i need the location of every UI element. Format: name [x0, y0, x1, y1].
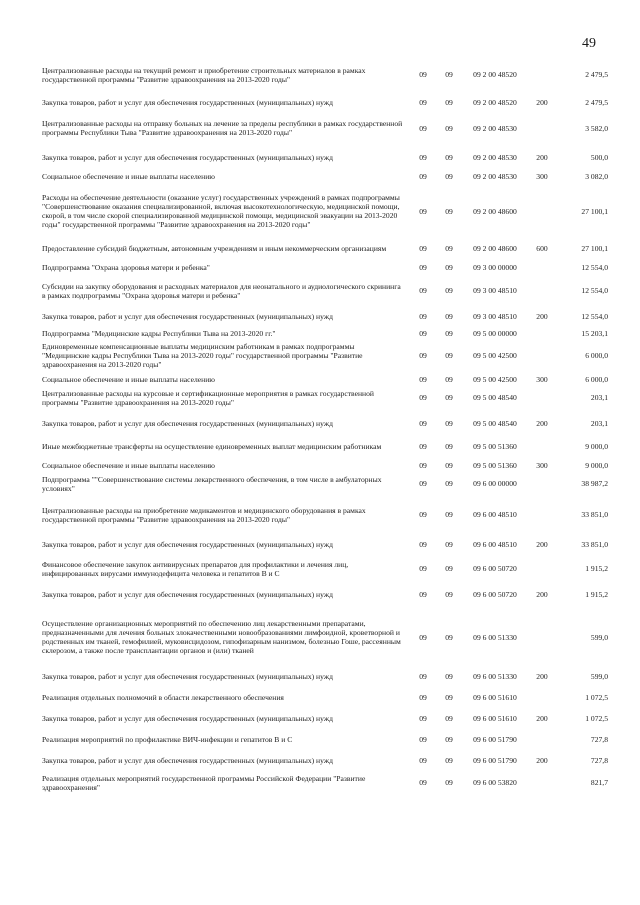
cell-desc: Подпрограмма "Медицинские кадры Республики Тыва на 2013-2020 гг." — [42, 328, 276, 338]
cell-desc: Подпрограмма "Охрана здоровья матери и ребенка" — [42, 262, 210, 272]
cell-desc: Закупка товаров, работ и услуг для обеспечения государственных (муниципальных) нужд — [42, 755, 333, 765]
cell-rz: 09 — [419, 734, 427, 744]
cell-csr: 09 6 00 51330 — [473, 632, 517, 642]
cell-sum: 12 554,0 — [581, 311, 608, 321]
cell-rz: 09 — [419, 442, 427, 451]
cell-sum: 599,0 — [590, 632, 608, 642]
cell-desc: Предоставление субсидий бюджетным, автономным учреждениям и иным некоммерческим организациям — [42, 244, 387, 253]
table-row — [42, 240, 608, 257]
cell-desc: Закупка товаров, работ и услуг для обеспечения государственных (муниципальных) нужд — [42, 539, 333, 549]
cell-csr: 09 6 00 51610 — [473, 692, 517, 702]
cell-desc: Реализация отдельных полномочий в области лекарственного обеспечения — [42, 692, 284, 702]
cell-rz: 09 — [419, 350, 427, 360]
cell-desc: Централизованные расходы на отправку больных на лечение за пределы республики в рамках государственной программы Республики Тыва "Развитие здравоохранения на 2013-2020 годы" — [42, 119, 403, 137]
cell-sum: 2 479,5 — [585, 97, 608, 107]
cell-vr: 200 — [536, 713, 548, 723]
cell-pr: 09 — [445, 393, 453, 402]
cell-pr: 09 — [445, 262, 453, 272]
cell-rz: 09 — [419, 374, 427, 384]
cell-sum: 33 851,0 — [581, 539, 608, 549]
cell-pr: 09 — [445, 244, 453, 253]
cell-rz: 09 — [419, 539, 427, 549]
cell-pr: 09 — [445, 442, 453, 451]
table-row — [42, 774, 608, 791]
cell-pr: 09 — [445, 374, 453, 384]
cell-desc: Иные межбюджетные трансферты на осуществление единовременных выплат медицинским работникам — [42, 442, 382, 451]
cell-pr: 09 — [445, 755, 453, 765]
cell-desc: Реализация мероприятий по профилактике ВИЧ-инфекции и гепатитов В и С — [42, 734, 293, 744]
table-row — [42, 438, 608, 455]
cell-sum: 1 072,5 — [585, 692, 608, 702]
cell-vr: 300 — [536, 460, 548, 470]
cell-pr: 09 — [445, 206, 453, 216]
cell-rz: 09 — [419, 311, 427, 321]
cell-sum: 27 100,1 — [581, 244, 608, 253]
cell-pr: 09 — [445, 328, 453, 338]
table-row — [42, 152, 608, 162]
cell-csr: 09 6 00 51790 — [473, 734, 517, 744]
table-row — [42, 374, 608, 384]
cell-vr: 200 — [536, 418, 548, 428]
cell-rz: 09 — [419, 393, 427, 402]
cell-pr: 09 — [445, 564, 453, 573]
cell-sum: 12 554,0 — [581, 286, 608, 295]
cell-vr: 200 — [536, 589, 548, 599]
table-row — [42, 389, 608, 406]
cell-pr: 09 — [445, 460, 453, 470]
cell-rz: 09 — [419, 479, 427, 488]
cell-csr: 09 3 00 00000 — [473, 262, 517, 272]
cell-csr: 09 6 00 51610 — [473, 713, 517, 723]
cell-csr: 09 5 00 00000 — [473, 328, 517, 338]
cell-csr: 09 3 00 48510 — [473, 311, 517, 321]
cell-pr: 09 — [445, 671, 453, 681]
cell-rz: 09 — [419, 418, 427, 428]
cell-pr: 09 — [445, 692, 453, 702]
cell-vr: 300 — [536, 171, 548, 181]
cell-vr: 200 — [536, 539, 548, 549]
cell-desc: Социальное обеспечение и иные выплаты населению — [42, 374, 215, 384]
cell-csr: 09 6 00 48510 — [473, 539, 517, 549]
cell-vr: 600 — [536, 244, 548, 253]
cell-desc: Закупка товаров, работ и услуг для обеспечения государственных (муниципальных) нужд — [42, 418, 333, 428]
cell-vr: 200 — [536, 311, 548, 321]
cell-rz: 09 — [419, 152, 427, 162]
cell-pr: 09 — [445, 97, 453, 107]
cell-sum: 33 851,0 — [581, 510, 608, 519]
cell-desc: Социальное обеспечение и иные выплаты населению — [42, 171, 215, 181]
cell-vr: 200 — [536, 152, 548, 162]
cell-rz: 09 — [419, 286, 427, 295]
cell-pr: 09 — [445, 123, 453, 133]
cell-sum: 2 479,5 — [585, 70, 608, 79]
cell-pr: 09 — [445, 510, 453, 519]
cell-rz: 09 — [419, 632, 427, 642]
cell-vr: 200 — [536, 97, 548, 107]
cell-sum: 38 987,2 — [581, 479, 608, 488]
cell-sum: 15 203,1 — [581, 328, 608, 338]
table-row — [42, 418, 608, 428]
cell-sum: 6 000,0 — [585, 374, 608, 384]
cell-pr: 09 — [445, 632, 453, 642]
cell-rz: 09 — [419, 171, 427, 181]
cell-csr: 09 5 00 48540 — [473, 418, 517, 428]
cell-desc: Централизованные расходы на приобретение медикаментов и медицинского оборудования в рамках государственной программы "Развитие здравоохранения на 2013-2020 годы" — [42, 505, 366, 524]
table-row — [42, 116, 608, 140]
cell-csr: 09 2 00 48530 — [473, 171, 517, 181]
cell-rz: 09 — [419, 206, 427, 216]
cell-csr: 09 6 00 00000 — [473, 479, 517, 488]
cell-csr: 09 5 00 51360 — [473, 460, 517, 470]
cell-rz: 09 — [419, 510, 427, 519]
cell-pr: 09 — [445, 311, 453, 321]
cell-rz: 09 — [419, 692, 427, 702]
cell-sum: 727,8 — [590, 734, 608, 744]
cell-rz: 09 — [419, 778, 427, 787]
cell-pr: 09 — [445, 539, 453, 549]
table-row — [42, 343, 608, 367]
cell-desc: Реализация отдельных мероприятий государственной программы Российской Федерации "Развитие здравоохранения" — [42, 773, 366, 792]
cell-pr: 09 — [445, 778, 453, 787]
cell-pr: 09 — [445, 171, 453, 181]
cell-sum: 12 554,0 — [581, 262, 608, 272]
cell-csr: 09 3 00 48510 — [473, 286, 517, 295]
cell-sum: 203,1 — [590, 393, 608, 402]
table-row — [42, 713, 608, 723]
cell-csr: 09 2 00 48530 — [473, 123, 517, 133]
cell-sum: 821,7 — [590, 778, 608, 787]
cell-desc: Закупка товаров, работ и услуг для обеспечения государственных (муниципальных) нужд — [42, 152, 333, 162]
cell-desc: Осуществление организационных мероприятий по обеспечению лиц лекарственными препаратами, предназначенными для лечения больных злокачественными новообразованиями лимфоидной, кроветворной и родственных им тканей, гемофилией, муковисцидозом, гипофизарным нанизмом, болезнью Гоше, рассеянным склерозом, а также после трансплантации органов и (или) тканей — [42, 619, 401, 655]
cell-sum: 727,8 — [590, 755, 608, 765]
table-row — [42, 560, 608, 577]
table-row — [42, 589, 608, 599]
table-row — [42, 66, 608, 83]
table-row — [42, 615, 608, 659]
cell-pr: 09 — [445, 734, 453, 744]
cell-sum: 1 915,2 — [585, 564, 608, 573]
cell-rz: 09 — [419, 328, 427, 338]
table-row — [42, 189, 608, 233]
cell-vr: 200 — [536, 671, 548, 681]
cell-pr: 09 — [445, 350, 453, 360]
cell-csr: 09 2 00 48530 — [473, 152, 517, 162]
cell-csr: 09 2 00 48520 — [473, 97, 517, 107]
cell-csr: 09 2 00 48600 — [473, 244, 517, 253]
cell-desc: Социальное обеспечение и иные выплаты населению — [42, 460, 215, 470]
cell-desc: Расходы на обеспечение деятельности (оказание услуг) государственных учреждений в рамках подпрограммы "Совершенствование оказания специализированной, включая высокотехнологическую, медицинской помощи, скорой, в том числе скорой специализированной медицинской помощи, медицинской эвакуации на 2013-2020 годы" государственной программы "Развитие здравоохранения на 2013-2020 годы" — [42, 193, 400, 229]
cell-rz: 09 — [419, 123, 427, 133]
cell-desc: Единовременные компенсационные выплаты медицинским работникам в рамках подпрограммы "Медицинские кадры Республики Тыва на 2013-2020 годы" государственной программы "Развитие здравоохранения на 2013-2020 годы" — [42, 341, 363, 369]
cell-desc: Субсидии на закупку оборудования и расходных материалов для неонатального и аудиологического скрининга в рамках подпрограммы "Охрана здоровья матери и ребенка" — [42, 281, 401, 300]
cell-desc: Централизованные расходы на курсовые и сертификационные мероприятия в рамках государственной программы "Развитие здравоохранения на 2013-2020 годы" — [42, 388, 374, 407]
cell-sum: 27 100,1 — [581, 206, 608, 216]
table-row — [42, 475, 608, 492]
cell-csr: 09 5 00 42500 — [473, 374, 517, 384]
cell-rz: 09 — [419, 460, 427, 470]
cell-sum: 203,1 — [590, 418, 608, 428]
cell-desc: Подпрограмма ""Совершенствование системы лекарственного обеспечения, в том числе в амбулаторных условиях" — [42, 474, 382, 493]
cell-sum: 3 582,0 — [585, 123, 608, 133]
table-row — [42, 262, 608, 272]
table-row — [42, 671, 608, 681]
cell-vr: 200 — [536, 755, 548, 765]
cell-sum: 599,0 — [590, 671, 608, 681]
cell-desc: Закупка товаров, работ и услуг для обеспечения государственных (муниципальных) нужд — [42, 713, 333, 723]
table-row — [42, 460, 608, 470]
cell-csr: 09 6 00 48510 — [473, 510, 517, 519]
cell-pr: 09 — [445, 418, 453, 428]
cell-csr: 09 6 00 51790 — [473, 755, 517, 765]
table-row — [42, 328, 608, 338]
cell-rz: 09 — [419, 671, 427, 681]
cell-desc: Закупка товаров, работ и услуг для обеспечения государственных (муниципальных) нужд — [42, 97, 333, 107]
cell-csr: 09 5 00 48540 — [473, 393, 517, 402]
cell-csr: 09 5 00 42500 — [473, 350, 517, 360]
cell-sum: 9 000,0 — [585, 460, 608, 470]
cell-desc: Закупка товаров, работ и услуг для обеспечения государственных (муниципальных) нужд — [42, 589, 333, 599]
cell-desc: Закупка товаров, работ и услуг для обеспечения государственных (муниципальных) нужд — [42, 311, 333, 321]
table-row — [42, 282, 608, 299]
cell-rz: 09 — [419, 262, 427, 272]
budget-table — [42, 66, 608, 791]
cell-desc: Централизованные расходы на текущий ремонт и приобретение строительных материалов в рамках государственной программы "Развитие здравоохранения на 2013-2020 годы" — [42, 65, 366, 84]
cell-rz: 09 — [419, 713, 427, 723]
cell-rz: 09 — [419, 564, 427, 573]
cell-pr: 09 — [445, 152, 453, 162]
table-row — [42, 539, 608, 549]
table-row — [42, 171, 608, 181]
cell-sum: 9 000,0 — [585, 442, 608, 451]
cell-sum: 1 915,2 — [585, 589, 608, 599]
table-row — [42, 755, 608, 765]
cell-pr: 09 — [445, 713, 453, 723]
cell-sum: 6 000,0 — [585, 350, 608, 360]
cell-csr: 09 5 00 51360 — [473, 442, 517, 451]
cell-sum: 3 082,0 — [585, 171, 608, 181]
table-row — [42, 97, 608, 107]
table-row — [42, 734, 608, 744]
cell-csr: 09 6 00 53820 — [473, 778, 517, 787]
cell-csr: 09 2 00 48600 — [473, 206, 517, 216]
cell-pr: 09 — [445, 589, 453, 599]
cell-rz: 09 — [419, 97, 427, 107]
table-row — [42, 506, 608, 523]
cell-rz: 09 — [419, 755, 427, 765]
cell-pr: 09 — [445, 286, 453, 295]
cell-vr: 300 — [536, 374, 548, 384]
cell-sum: 1 072,5 — [585, 713, 608, 723]
cell-desc: Финансовое обеспечение закупок антивирусных препаратов для профилактики и лечения лиц, инфицированных вирусами иммунодефицита человека и гепатитов В и С — [42, 559, 349, 578]
cell-sum: 500,0 — [590, 152, 608, 162]
table-row — [42, 692, 608, 702]
cell-csr: 09 6 00 50720 — [473, 564, 517, 573]
cell-pr: 09 — [445, 70, 453, 79]
cell-rz: 09 — [419, 589, 427, 599]
cell-csr: 09 6 00 51330 — [473, 671, 517, 681]
cell-pr: 09 — [445, 479, 453, 488]
cell-desc: Закупка товаров, работ и услуг для обеспечения государственных (муниципальных) нужд — [42, 671, 333, 681]
cell-csr: 09 6 00 50720 — [473, 589, 517, 599]
table-row — [42, 311, 608, 321]
cell-rz: 09 — [419, 244, 427, 253]
cell-csr: 09 2 00 48520 — [473, 70, 517, 79]
cell-rz: 09 — [419, 70, 427, 79]
page-number: 49 — [582, 36, 596, 51]
